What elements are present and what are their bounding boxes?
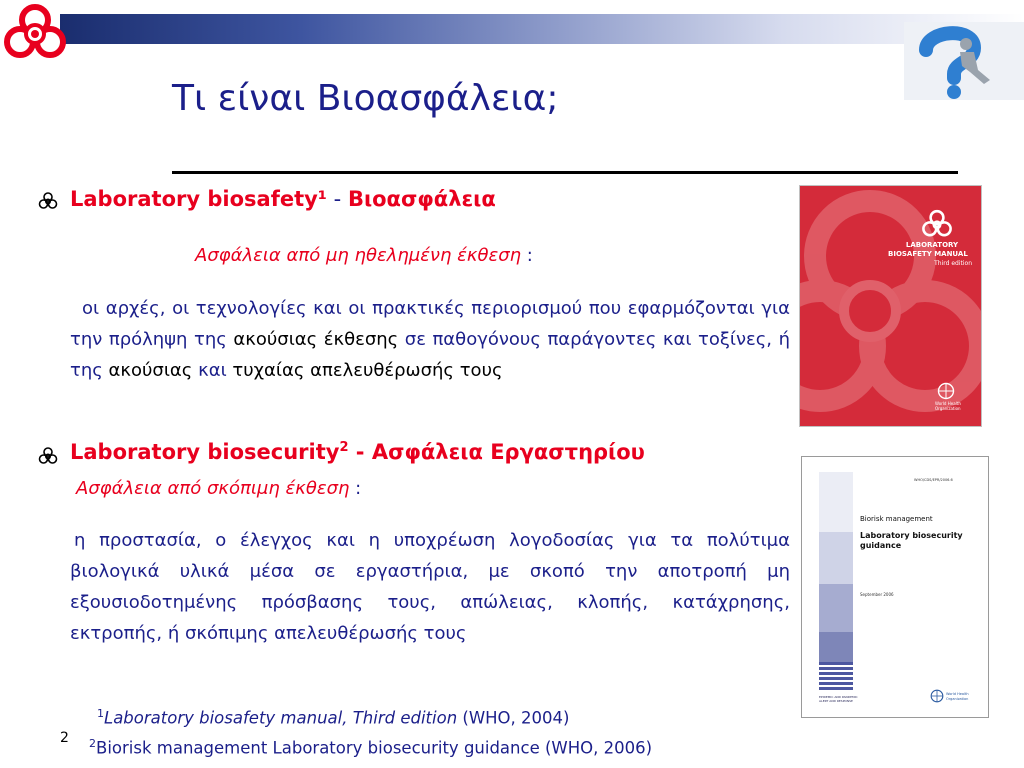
footnote-1-italic: Laboratory biosafety manual, Third edition — [104, 708, 458, 728]
section1-heading-gr: Βιοασφάλεια — [347, 187, 496, 211]
book2-title-line1: Laboratory biosecurity — [860, 531, 963, 540]
book2-publisher — [946, 692, 969, 701]
section2-subtitle — [76, 478, 361, 499]
cover-stripe-4 — [819, 632, 853, 662]
biohazard-bullet-icon — [38, 446, 58, 466]
book1-publisher — [935, 401, 961, 411]
section1-body-f: τυχαίας απελευθέρωσής τους — [232, 360, 503, 381]
who-emblem-icon — [930, 689, 944, 703]
section1-body — [70, 293, 790, 386]
book1-title — [888, 241, 976, 268]
cover-stripe-1 — [819, 472, 853, 532]
book2-date: September 2006 — [860, 592, 894, 597]
cover-stripe-2 — [819, 532, 853, 584]
section1-subtitle — [195, 245, 533, 266]
book2-title-line2: guidance — [860, 541, 902, 550]
footnote-1 — [97, 707, 569, 728]
header-gradient-band — [60, 14, 1024, 44]
book2-program-line1: EPIDEMIC AND PANDEMIC — [819, 695, 858, 699]
footnote-1-rest: (WHO, 2004) — [457, 708, 570, 728]
biohazard-logo-icon — [0, 0, 70, 64]
book2-series: Biorisk management — [860, 515, 933, 523]
section2-subtitle-text: Ασφάλεια από σκόπιμη έκθεση — [76, 478, 350, 499]
section1-heading-separator: - — [327, 187, 348, 211]
section2-heading-en: Laboratory biosecurity — [70, 440, 340, 464]
book2-publisher-line1: World Health — [946, 692, 969, 696]
question-mark-figure-icon — [904, 22, 1024, 100]
section1-body-b: ακούσιας έκθεσης — [233, 329, 399, 350]
section2-heading-gr: - Ασφάλεια Εργαστηρίου — [348, 440, 645, 464]
page-title: Τι είναι Βιοασφάλεια; — [172, 78, 559, 119]
section1-heading — [70, 187, 496, 211]
book2-program-line2: ALERT AND RESPONSE — [819, 699, 853, 703]
title-underline — [172, 171, 958, 174]
section2-heading-sup: 2 — [339, 440, 349, 455]
biosafety-manual-cover — [799, 185, 982, 427]
section1-body-d: ακούσιας — [108, 360, 193, 381]
section2-heading — [70, 440, 645, 464]
book2-title — [860, 531, 963, 551]
book2-publisher-line2: Organization — [946, 696, 969, 701]
section1-subtitle-colon: : — [521, 245, 533, 266]
biosecurity-guidance-cover — [801, 456, 989, 718]
section1-heading-en: Laboratory biosafety¹ — [70, 187, 327, 211]
biohazard-bullet-icon — [38, 191, 58, 211]
section2-body: η προστασία, ο έλεγχος και η υποχρέωση λογοδοσίας για τα πολύτιμα βιολογικά υλικά μέσα σε εργαστήρια, με σκοπό την αποτροπή μη εξουσιοδοτημένης πρόσβασης τους, απώλειας, κλοπής, κατάχρησης, εκτροπής, ή σκόπιμης απελευθέρωσής τους — [70, 530, 790, 644]
book1-title-line2: BIOSAFETY MANUAL — [888, 250, 968, 258]
section2-subtitle-colon: : — [349, 478, 362, 499]
footnote-2-text: Biorisk management Laboratory biosecurity guidance (WHO, 2006) — [96, 738, 653, 758]
cover-stripe-5 — [819, 662, 853, 692]
section1-body-e: και — [192, 360, 233, 381]
page-number: 2 — [60, 730, 69, 746]
cover-stripe-3 — [819, 584, 853, 632]
book1-title-line1: LABORATORY — [905, 241, 959, 249]
book1-publisher-line1: World Health — [935, 401, 961, 406]
section1-body-c: σε παθογόνους παράγοντες και τοξίνες, ή της — [70, 329, 790, 381]
book2-program — [819, 695, 858, 703]
section1-body-a: οι αρχές, οι τεχνολογίες και οι πρακτικές περιορισμού που εφαρμόζονται για την πρόληψη της — [70, 298, 790, 350]
book1-edition: Third edition — [934, 260, 972, 267]
footnote-1-number: 1 — [97, 707, 104, 720]
footnote-2-number: 2 — [89, 737, 96, 750]
book1-publisher-line2: Organization — [935, 406, 961, 411]
section1-subtitle-text: Ασφάλεια από μη ηθελημένη έκθεση — [195, 245, 522, 266]
cover-biohazard-icon — [920, 208, 954, 240]
book2-code: WHO/CDS/EPR/2006.6 — [914, 478, 953, 482]
who-emblem-icon — [937, 382, 955, 400]
footnote-2 — [89, 737, 652, 758]
